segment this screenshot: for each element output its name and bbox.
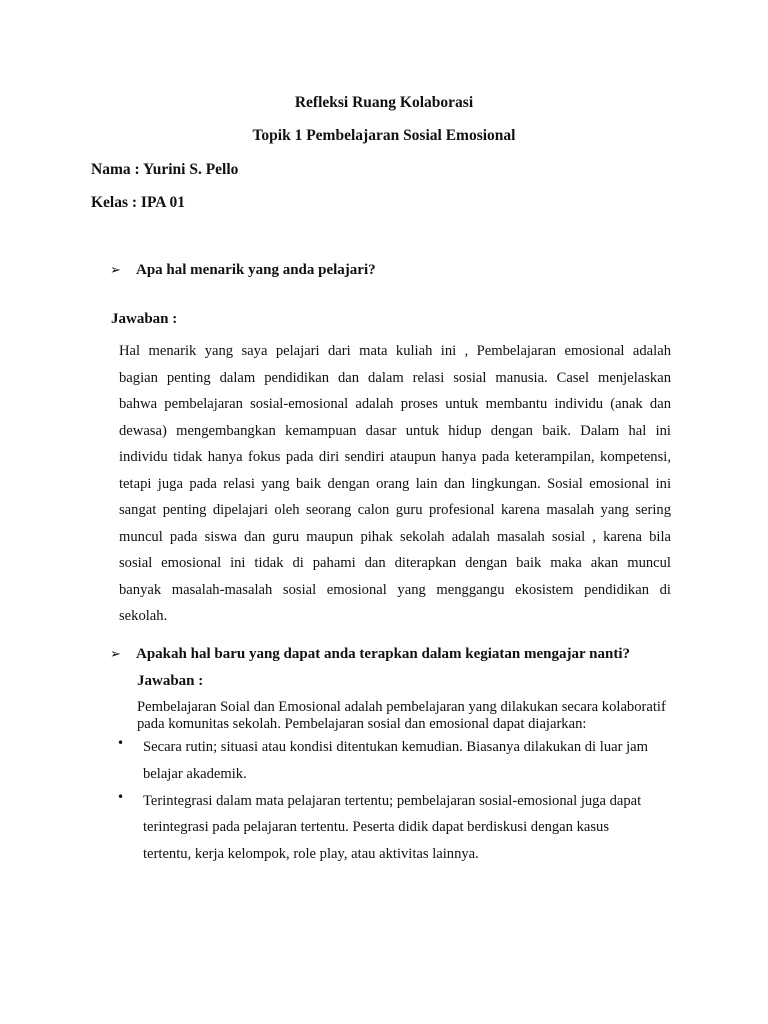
- document-title: Refleksi Ruang Kolaborasi: [294, 94, 474, 111]
- arrow-bullet-icon: ➢: [110, 647, 121, 662]
- round-bullet-icon: •: [117, 790, 125, 804]
- class-line: Kelas : IPA 01: [91, 194, 185, 211]
- arrow-bullet-icon: ➢: [110, 263, 121, 278]
- document-subtitle: Topik 1 Pembelajaran Sosial Emosional: [252, 127, 516, 144]
- answer-1-line: tetapi juga pada relasi yang baik dengan orang lain dan lingkungan. Sosial emosional ini: [119, 475, 671, 492]
- question-2: [110, 646, 630, 663]
- name-line: Nama : Yurini S. Pello: [91, 161, 239, 178]
- answer-1-line: individu tidak hanya fokus pada diri sendiri ataupun hanya pada keterampilan, kompetensi,: [119, 449, 671, 465]
- answer-1-line: dewasa) mengembangkan kemampuan dasar untuk hidup dengan baik. Dalam hal ini: [119, 422, 671, 439]
- answer-1-line: sosial emosional ini tidak di pahami dan diterapkan dengan baik maka akan muncul: [119, 555, 671, 571]
- question-2-text: Apakah hal baru yang dapat anda terapkan dalam kegiatan mengajar nanti?: [136, 646, 630, 662]
- list-item-line: terintegrasi pada pelajaran tertentu. Peserta didik dapat berdiskusi dengan kasus: [143, 819, 610, 835]
- question-1-text: Apa hal menarik yang anda pelajari?: [136, 262, 376, 278]
- answer-2-intro-line-2: pada komunitas sekolah. Pembelajaran sosial dan emosional dapat diajarkan:: [137, 716, 587, 732]
- round-bullet-icon: •: [117, 736, 125, 750]
- list-item: [117, 788, 677, 868]
- answer-1-line: bagian penting dalam pendidikan dan dalam relasi sosial manusia. Casel menjelaskan: [119, 369, 671, 386]
- answer-2-label: Jawaban :: [137, 673, 204, 689]
- answer-2-intro-line-1: Pembelajaran Soial dan Emosional adalah pembelajaran yang dilakukan secara kolaboratif: [137, 699, 666, 715]
- list-item-line: Secara rutin; situasi atau kondisi ditentukan kemudian. Biasanya dilakukan di luar jam: [143, 739, 648, 755]
- answer-1-line: sekolah.: [119, 608, 168, 624]
- answer-1-line: Hal menarik yang saya pelajari dari mata kuliah ini , Pembelajaran emosional adalah: [119, 343, 671, 359]
- answer-1-label: Jawaban :: [111, 311, 178, 327]
- list-item-line: tertentu, kerja kelompok, role play, atau aktivitas lainnya.: [143, 846, 479, 862]
- list-item: [117, 734, 677, 790]
- answer-1-line: muncul pada siswa dan guru maupun pihak sekolah adalah masalah sosial , karena bila: [119, 528, 671, 545]
- answer-1-line: banyak masalah-masalah sosial emosional yang menggangu ekosistem pendidikan di: [119, 581, 671, 598]
- answer-1-line: sangat penting dipelajari oleh seorang calon guru profesional karena masalah yang sering: [119, 502, 671, 518]
- answer-1-line: bahwa pembelajaran sosial-emosional adalah proses untuk membantu individu (anak dan: [119, 396, 671, 412]
- question-1: [110, 262, 376, 279]
- answer-1-paragraph: [119, 338, 671, 630]
- list-item-line: belajar akademik.: [143, 766, 247, 782]
- list-item-line: Terintegrasi dalam mata pelajaran tertentu; pembelajaran sosial-emosional juga dapat: [143, 793, 642, 809]
